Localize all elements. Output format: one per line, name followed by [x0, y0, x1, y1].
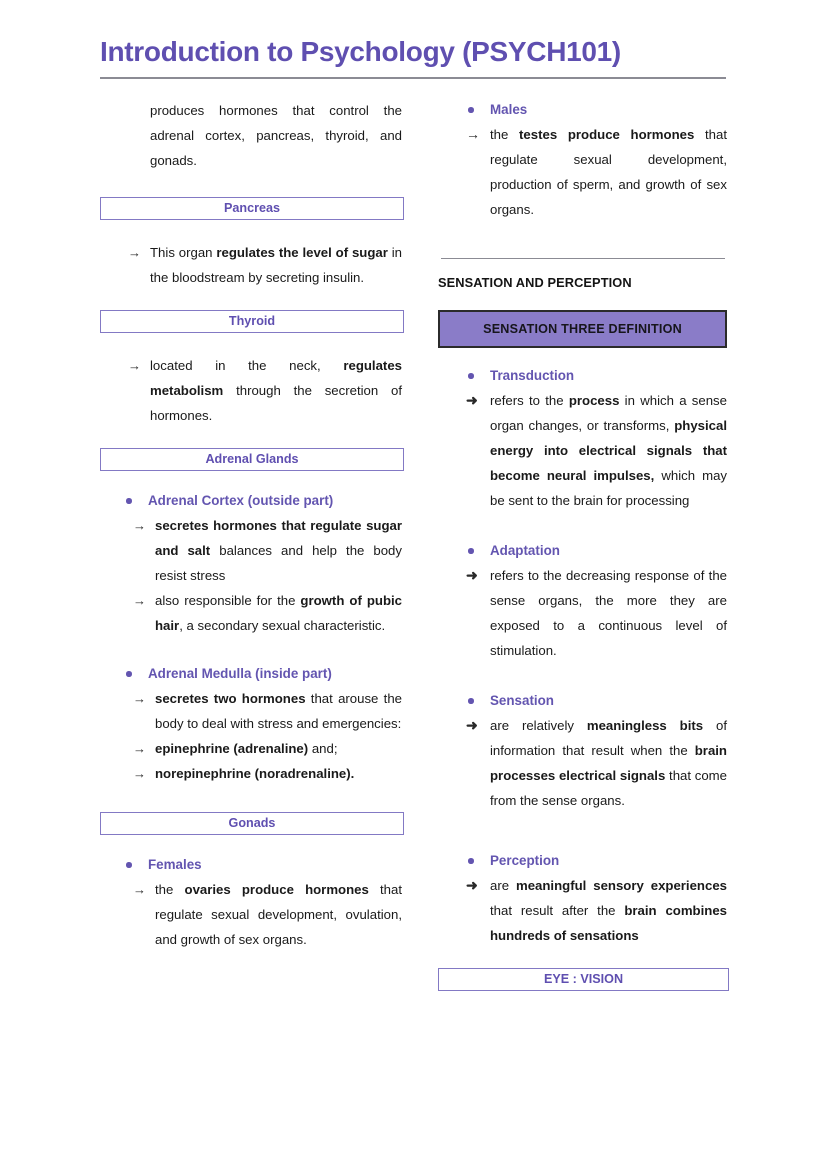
definition-text: are meaningful sensory experiences that result after the brain combines hundreds of sensations [490, 878, 728, 944]
thyroid-arrow-list [100, 353, 402, 428]
bullet-list-item [100, 489, 402, 513]
bullet-label: Adrenal Medulla (inside part) [148, 666, 332, 681]
definition-group-perception [438, 849, 727, 873]
arrow-text: This organ regulates the level of sugar in the bloodstream by secreting insulin. [150, 245, 402, 285]
bullet-dot-icon [468, 548, 474, 554]
bullet-list-item [100, 853, 402, 877]
bold-arrow-icon: ➜ [466, 392, 478, 409]
sensation-arrow-list [438, 713, 727, 813]
definition-text: refers to the process in which a sense organ changes, or transforms, physical energy into electrical signals that become neural impulses, which may be sent to the brain for processing [490, 393, 727, 509]
section-heading-sensation-perception: SENSATION AND PERCEPTION [438, 275, 632, 291]
page-title: Introduction to Psychology (PSYCH101) [100, 36, 621, 67]
bullet-dot-icon [468, 107, 474, 113]
perception-arrow-list [438, 873, 727, 948]
bold-arrow-icon: ➜ [466, 877, 478, 894]
bullet-dot-icon [468, 858, 474, 864]
thin-arrow-icon: → [133, 766, 146, 781]
arrow-list-item [438, 873, 727, 948]
bullet-list-item [438, 849, 727, 873]
section-box-eye-vision: EYE : VISION [438, 968, 729, 991]
arrow-list-item [100, 686, 402, 736]
gonads-males-arrow-list [438, 122, 727, 222]
arrow-list-item [100, 240, 402, 290]
section-box-adrenal-glands: Adrenal Glands [100, 448, 404, 471]
title-divider [100, 77, 726, 79]
intro-paragraph: produces hormones that control the adrenal cortex, pancreas, thyroid, and gonads. [150, 103, 402, 168]
bullet-list-item [100, 662, 402, 686]
bold-arrow-icon: ➜ [466, 567, 478, 584]
definition-group-transduction [438, 364, 727, 388]
arrow-list-item [438, 122, 727, 222]
bullet-dot-icon [468, 698, 474, 704]
definition-group-sensation [438, 689, 727, 713]
arrow-list-item [438, 713, 727, 813]
adrenal-medulla-group [100, 662, 402, 686]
arrow-text: the testes produce hormones that regulate sexual development, production of sperm, and growth of sex organs. [490, 127, 728, 217]
thin-arrow-icon: → [128, 358, 141, 373]
section-box-pancreas: Pancreas [100, 197, 404, 220]
arrow-list-item [100, 513, 402, 588]
section-box-thyroid: Thyroid [100, 310, 404, 333]
arrow-text: located in the neck, regulates metabolism through the secretion of hormones. [150, 358, 402, 423]
adaptation-arrow-list [438, 563, 727, 663]
arrow-text: also responsible for the growth of pubic hair, a secondary sexual characteristic. [155, 593, 403, 633]
arrow-list-item [438, 388, 727, 513]
bullet-dot-icon [126, 498, 132, 504]
left-column [100, 98, 402, 952]
thin-arrow-icon: → [133, 593, 146, 608]
definition-term: Sensation [490, 693, 554, 709]
bold-arrow-icon: ➜ [466, 717, 478, 734]
pancreas-arrow-list [100, 240, 402, 290]
gonads-females-arrow-list [100, 877, 402, 952]
thin-arrow-icon: → [133, 882, 146, 897]
section-box-gonads: Gonads [100, 812, 404, 835]
adrenal-cortex-group [100, 489, 402, 513]
bullet-list-item [438, 689, 727, 713]
arrow-list-item [100, 736, 402, 761]
adrenal-medulla-arrow-list [100, 686, 402, 786]
page-header [100, 36, 726, 79]
arrow-text: the ovaries produce hormones that regulate sexual development, ovulation, and growth of sex organs. [155, 882, 402, 947]
definition-term: Transduction [490, 368, 575, 384]
bullet-label: Adrenal Cortex (outside part) [148, 493, 334, 508]
definition-text: refers to the decreasing response of the sense organs, the more they are exposed to a continuous level of stimulation. [490, 568, 727, 659]
arrow-list-item [100, 877, 402, 952]
banner-sensation-three-definition: SENSATION THREE DEFINITION [438, 310, 727, 348]
definition-group-adaptation [438, 539, 727, 563]
bullet-dot-icon [126, 862, 132, 868]
bullet-list-item [438, 364, 727, 388]
bullet-dot-icon [468, 373, 474, 379]
arrow-list-item [100, 353, 402, 428]
thin-arrow-icon: → [133, 691, 146, 706]
bullet-list-item [438, 539, 727, 563]
thin-arrow-icon: → [466, 126, 480, 142]
thin-arrow-icon: → [133, 518, 146, 533]
arrow-text: epinephrine (adrenaline) and; [155, 741, 338, 756]
arrow-list-item [100, 761, 402, 786]
arrow-list-item [100, 588, 402, 638]
definition-term: Perception [490, 853, 560, 869]
transduction-arrow-list [438, 388, 727, 513]
adrenal-cortex-arrow-list [100, 513, 402, 638]
bullet-list-item [438, 98, 727, 122]
gonads-females-group [100, 853, 402, 877]
right-column [438, 98, 727, 991]
thin-arrow-icon: → [128, 245, 141, 260]
arrow-text: secretes hormones that regulate sugar and salt balances and help the body resist stress [155, 518, 402, 583]
thin-arrow-icon: → [133, 741, 146, 756]
bullet-label: Males [490, 102, 528, 117]
arrow-text: norepinephrine (noradrenaline). [155, 766, 355, 781]
arrow-text: secretes two hormones that arouse the body to deal with stress and emergencies: [155, 691, 402, 731]
bullet-label: Females [148, 857, 202, 872]
definition-text: are relatively meaningless bits of information that result when the brain processes electrical signals that come from the sense organs. [490, 718, 727, 809]
arrow-list-item [438, 563, 727, 663]
bullet-dot-icon [126, 671, 132, 677]
gonads-males-group [438, 98, 727, 122]
definition-term: Adaptation [490, 543, 560, 559]
